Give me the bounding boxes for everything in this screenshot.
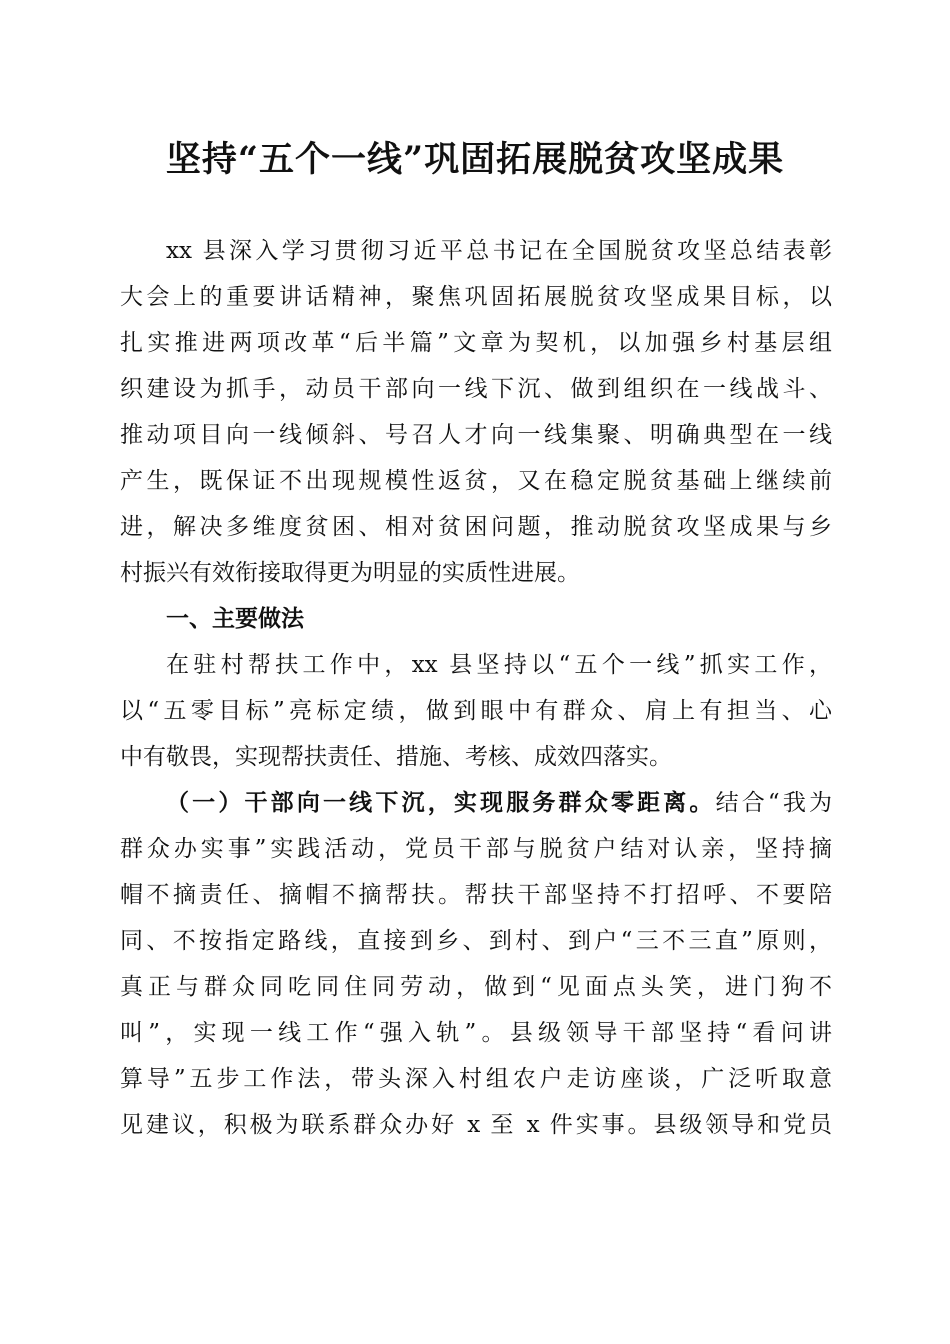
text-line: 同、不按指定路线，直接到乡、到村、到户“三不三直”原则， (120, 928, 832, 954)
section1-paragraph (120, 642, 832, 780)
text-line: 帽不摘责任、摘帽不摘帮扶。帮扶干部坚持不打招呼、不要陪 (120, 882, 832, 908)
text-line: 算导”五步工作法，带头深入村组农户走访座谈，广泛听取意 (120, 1066, 832, 1092)
text-line: 群众办实事”实践活动，党员干部与脱贫户结对认亲，坚持摘 (120, 836, 832, 862)
text-line: 进，解决多维度贫困、相对贫困问题，推动脱贫攻坚成果与乡 (120, 514, 832, 540)
subsection1-paragraph (120, 780, 832, 1148)
text-line: 中有敬畏，实现帮扶责任、措施、考核、成效四落实。 (120, 744, 672, 770)
document-title: 坚持“五个一线”巩固拓展脱贫攻坚成果 (165, 139, 785, 180)
text-line: 以“五零目标”亮标定绩，做到眼中有群众、肩上有担当、心 (120, 698, 832, 724)
section-heading: 一、主要做法 (166, 605, 304, 632)
text-line: 织建设为抓手，动员干部向一线下沉、做到组织在一线战斗、 (120, 376, 832, 402)
intro-paragraph (120, 228, 832, 596)
text-line: 在驻村帮扶工作中，xx 县坚持以“五个一线”抓实工作， (166, 652, 832, 678)
text-line: xx 县深入学习贯彻习近平总书记在全国脱贫攻坚总结表彰 (166, 238, 832, 264)
subsection-first-line (120, 780, 832, 826)
subsection-heading: （一）干部向一线下沉，实现服务群众零距离。 (166, 789, 716, 816)
text-line: 大会上的重要讲话精神，聚焦巩固拓展脱贫攻坚成果目标，以 (120, 284, 832, 310)
document-body (120, 228, 832, 1148)
text-line: 产生，既保证不出现规模性返贫，又在稳定脱贫基础上继续前 (120, 468, 832, 494)
text-line: 村振兴有效衔接取得更为明显的实质性进展。 (120, 560, 580, 586)
text-line: 见建议，积极为联系群众办好 x 至 x 件实事。县级领导和党员 (120, 1112, 832, 1138)
text-line: 扎实推进两项改革“后半篇”文章为契机，以加强乡村基层组 (120, 330, 832, 356)
text-line: 真正与群众同吃同住同劳动，做到“见面点头笑，进门狗不 (120, 974, 832, 1000)
text-line: 推动项目向一线倾斜、号召人才向一线集聚、明确典型在一线 (120, 422, 832, 448)
text-line: 叫”，实现一线工作“强入轨”。县级领导干部坚持“看问讲 (120, 1020, 832, 1046)
subsection-first-line-rest: 结合“我为 (715, 790, 832, 816)
